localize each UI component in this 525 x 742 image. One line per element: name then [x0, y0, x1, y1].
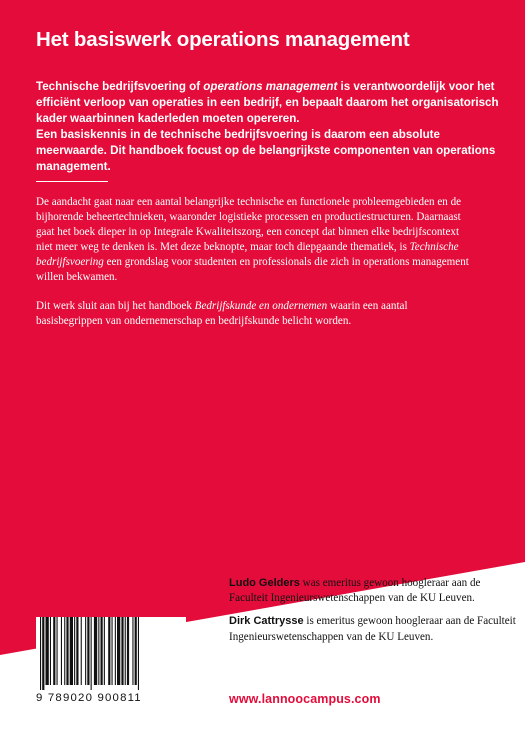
barcode-bar — [108, 617, 110, 685]
barcode-bar — [132, 617, 133, 685]
barcode-bar — [66, 617, 68, 685]
back-cover-title: Het basiswerk operations management — [36, 28, 410, 51]
barcode-bar — [57, 617, 58, 685]
barcode-bar — [64, 617, 65, 685]
isbn-digits: 9 789020 900811 — [36, 692, 142, 704]
barcode-bar — [53, 617, 55, 685]
author-name: Dirk Cattrysse — [229, 615, 304, 628]
author-bio-2: Dirk Cattrysse is emeritus gewoon hoogleraar aan de Faculteit Ingenieurswetenschappen van de KU Leuven. — [229, 615, 516, 643]
barcode-bar — [70, 617, 73, 685]
intro-paragraph-1: Technische bedrijfsvoering of operations management is verantwoordelijk voor het efficiënt verloop van operaties in een bedrijf, en bepaalt daarom het organisatorisch kader waarbinnen kaderleden moeten opereren. — [36, 80, 499, 126]
barcode-bar — [135, 617, 137, 685]
barcode-bar — [87, 617, 89, 685]
barcode-bar — [115, 617, 116, 685]
barcode-bar — [76, 617, 78, 685]
barcode-bar — [112, 617, 113, 685]
intro-text — [36, 79, 506, 176]
barcode-bar — [138, 617, 139, 690]
intro-paragraph-2: Een basiskennis in de technische bedrijfsvoering is daarom een absolute meerwaarde. Dit handboek focust op de belangrijkste componenten van operations management. — [36, 128, 496, 174]
description-paragraph-2: Dit werk sluit aan bij het handboek Bedrijfskunde en ondernemen waarin een aantal basisbegrippen van ondernemerschap en bedrijfskunde belicht worden. — [36, 300, 408, 328]
author-name: Ludo Gelders — [229, 577, 300, 589]
barcode-bar — [50, 617, 51, 685]
barcode-bar — [125, 617, 126, 685]
author-bios — [229, 576, 519, 653]
barcode-bar — [61, 617, 62, 685]
barcode-bar — [94, 617, 97, 685]
divider-line — [36, 181, 108, 182]
description-text — [36, 195, 476, 344]
barcode-bar — [104, 617, 105, 685]
barcode-bar — [85, 617, 86, 685]
barcode-bar — [127, 617, 129, 685]
description-paragraph-1: De aandacht gaat naar een aantal belangrijke technische en functionele probleemgebieden en de bijhorende beheertechnieken, waaronder logistieke processen en productiestructuren. Daarnaast gaat het boek dieper in op Integrale Kwaliteitszorg, een concept dat binnen elke bedrijfscontext niet meer weg te denken is. Met deze beknopte, maar toch diepgaande thematiek, is Technische bedrijfsvoering een grondslag voor studenten en professionals die zich in operations management willen bekwamen. — [36, 196, 469, 283]
publisher-website-link[interactable]: www.lannoocampus.com — [229, 692, 381, 706]
barcode-bar — [117, 617, 120, 685]
barcode-bar — [101, 617, 103, 685]
barcode-bar — [42, 617, 44, 690]
author-bio-1: Ludo Gelders was emeritus gewoon hoogleraar aan de Faculteit Ingenieurswetenschappen van de KU Leuven. — [229, 577, 481, 605]
barcode-bar — [98, 617, 99, 685]
barcode-bar — [40, 617, 41, 690]
barcode-bars — [36, 617, 186, 692]
barcode-bar — [121, 617, 123, 685]
barcode-bar — [74, 617, 75, 685]
barcode-bar — [81, 617, 82, 685]
barcode-bar — [91, 617, 92, 690]
barcode-bar — [46, 617, 49, 685]
